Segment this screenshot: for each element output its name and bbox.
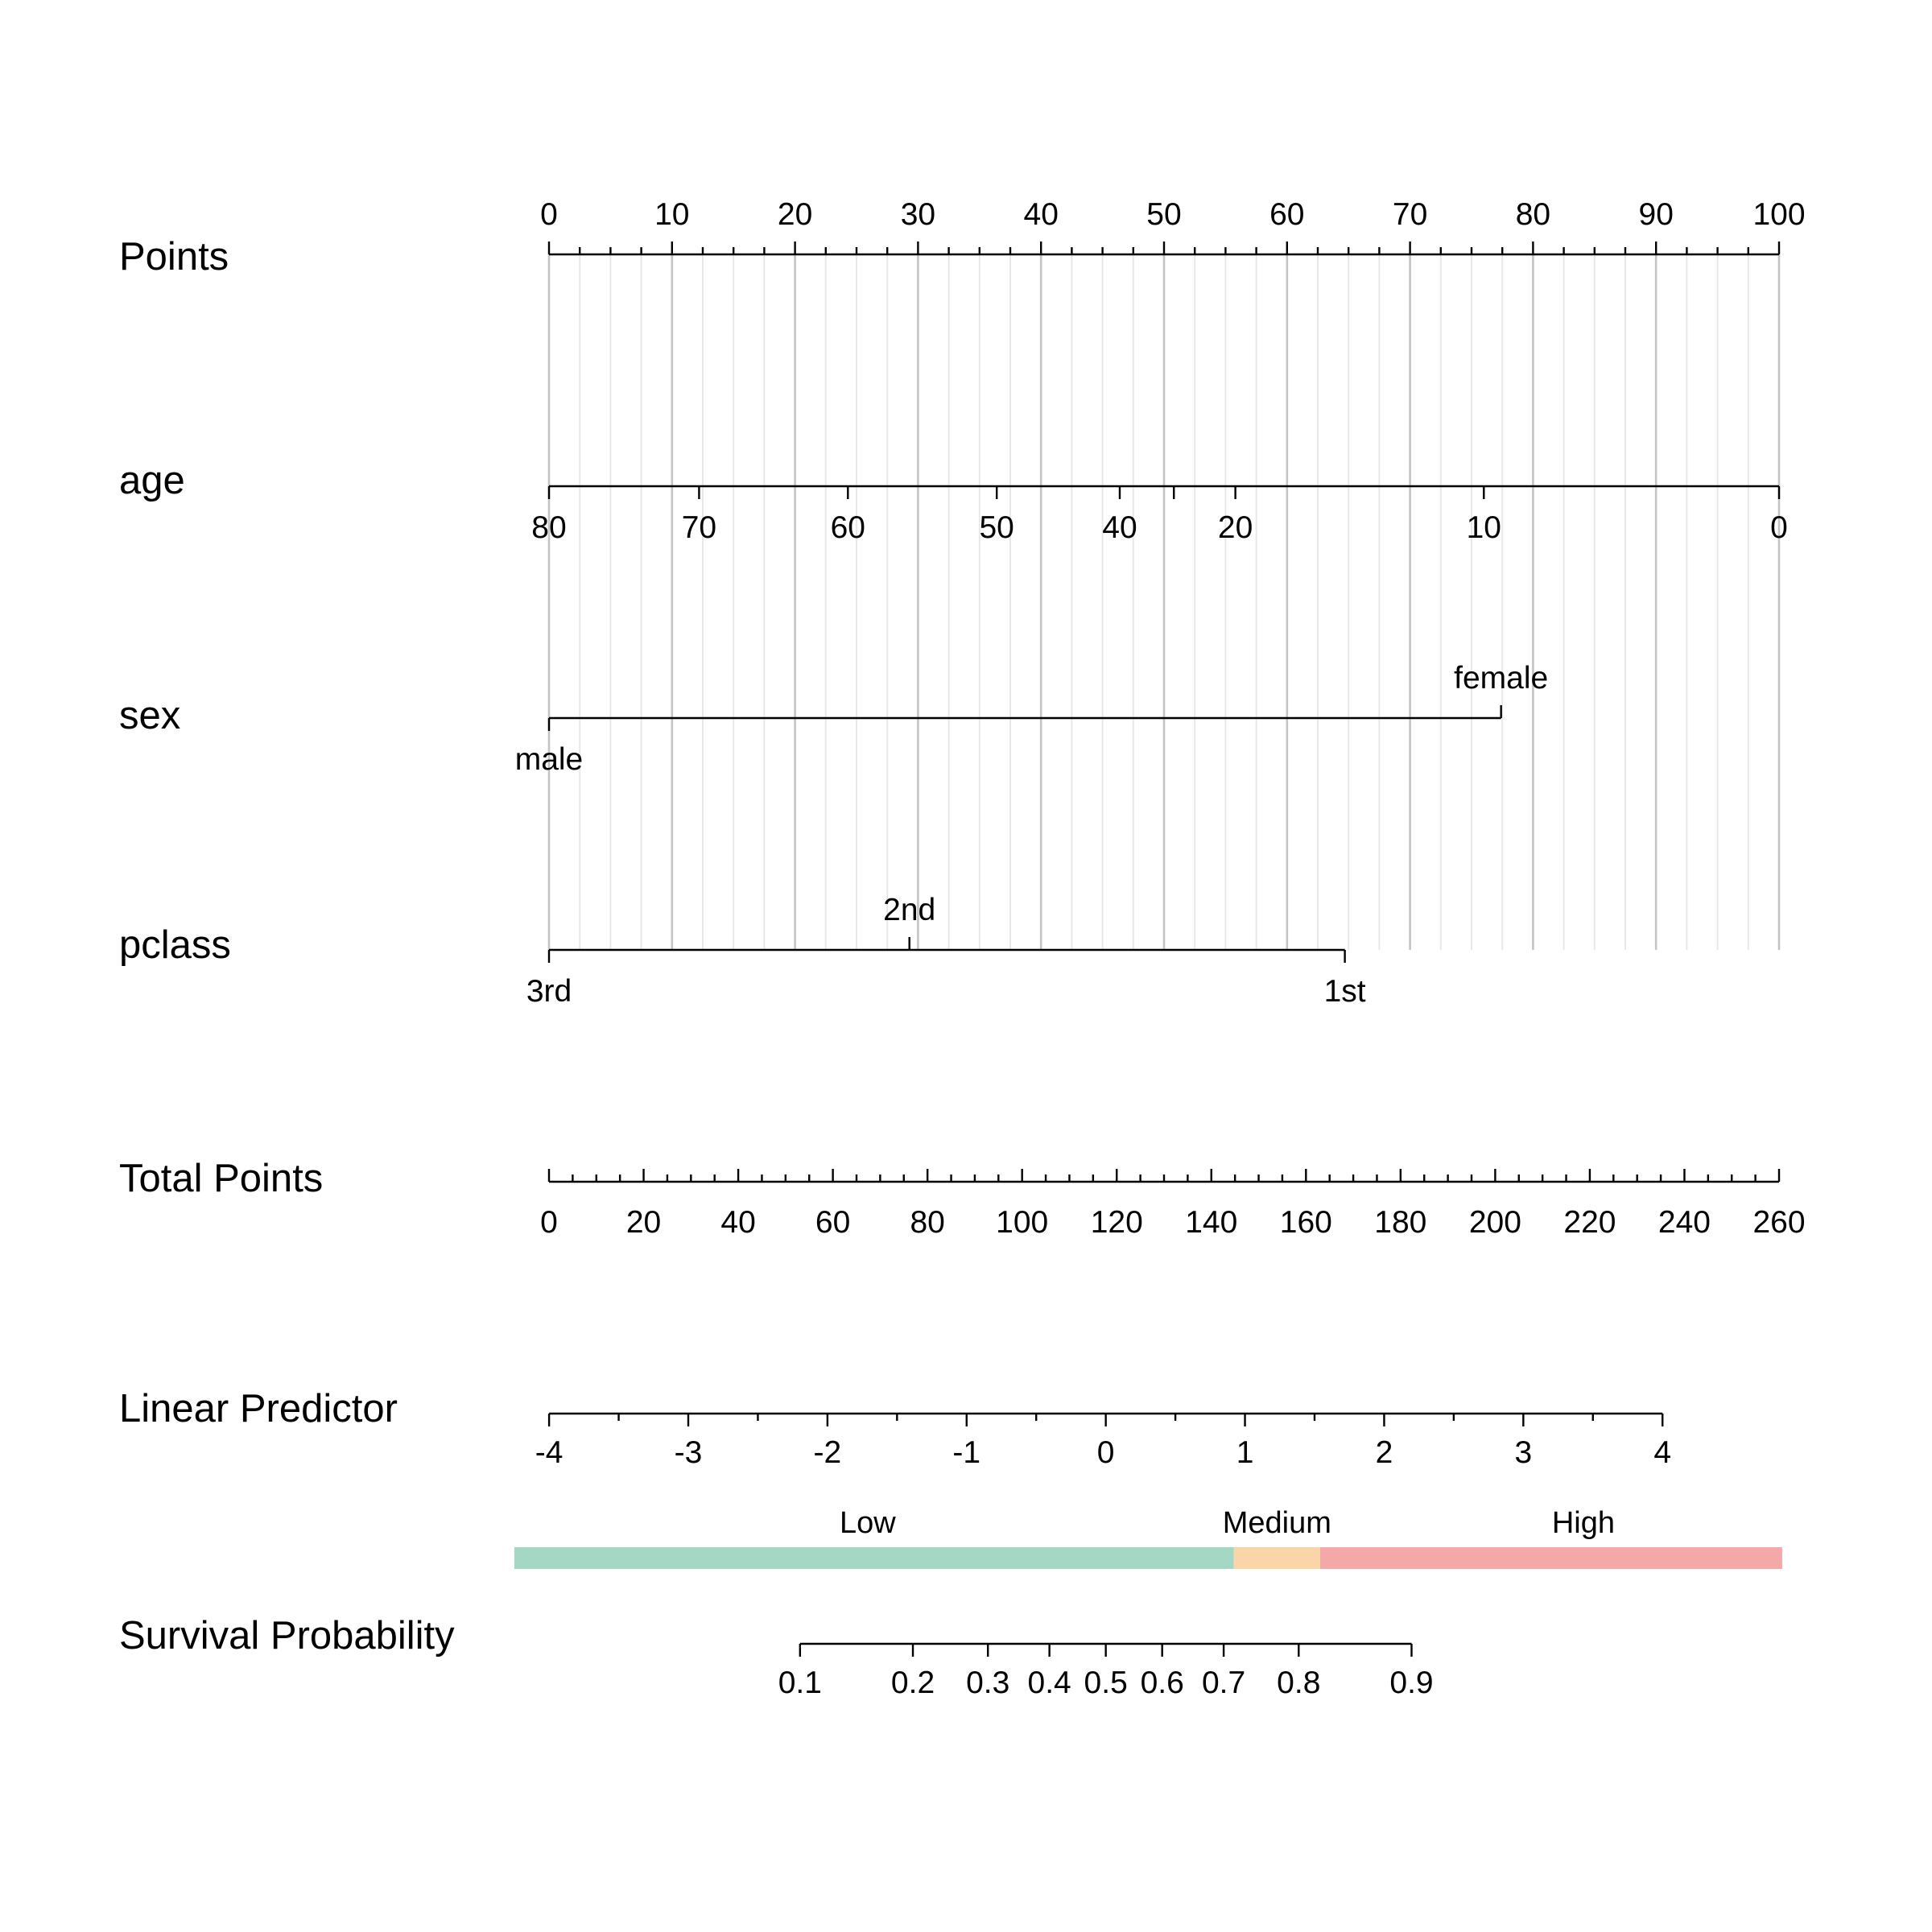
pclass-row-label: pclass [119, 923, 231, 967]
survival-probability-tick-label: 0.1 [778, 1666, 822, 1700]
total-points-tick-label: 240 [1657, 1205, 1711, 1240]
linear-predictor-tick-label: -3 [674, 1435, 703, 1470]
total-points-tick-label: 160 [1279, 1205, 1332, 1240]
age-level-label: 10 [1466, 510, 1501, 545]
linear-predictor-tick-label: 1 [1236, 1435, 1254, 1470]
linear-predictor-tick-label: 4 [1653, 1435, 1672, 1470]
linear-predictor-tick-label: 2 [1375, 1435, 1393, 1470]
survival-probability-tick-label: 0.7 [1201, 1666, 1246, 1700]
points-tick-label: 100 [1752, 197, 1806, 232]
points-tick-label: 30 [900, 197, 936, 232]
grid-lines [549, 254, 1779, 950]
points-tick-label: 20 [777, 197, 813, 232]
total-points-tick-label: 220 [1563, 1205, 1616, 1240]
linear-predictor-tick-label: 3 [1514, 1435, 1533, 1470]
survival-probability-tick-label: 0.3 [966, 1666, 1010, 1700]
linear-predictor-row-label: Linear Predictor [119, 1387, 398, 1430]
points-tick-label: 90 [1638, 197, 1674, 232]
linear-predictor-tick-label: -2 [813, 1435, 842, 1470]
linear-predictor-tick-label: 0 [1096, 1435, 1115, 1470]
total-points-tick-label: 60 [815, 1205, 851, 1240]
total-points-tick-label: 120 [1090, 1205, 1143, 1240]
sex-level-label: female [1454, 661, 1549, 696]
pclass-level-label: 3rd [526, 974, 572, 1009]
risk-band-label-low: Low [839, 1506, 896, 1540]
points-row-label: Points [119, 235, 229, 279]
total-points-tick-label: 140 [1185, 1205, 1238, 1240]
pclass-level-label: 1st [1323, 974, 1366, 1009]
age-level-label: 0 [1770, 510, 1788, 545]
sex-level-label: male [514, 742, 584, 777]
linear-predictor-tick-label: -1 [952, 1435, 981, 1470]
points-tick-label: 70 [1392, 197, 1428, 232]
risk-band-medium [1234, 1547, 1320, 1569]
total-points-tick-label: 260 [1752, 1205, 1806, 1240]
points-tick-label: 0 [540, 197, 558, 232]
points-tick-label: 60 [1269, 197, 1305, 232]
total-points-tick-label: 40 [720, 1205, 756, 1240]
risk-band-high [1320, 1547, 1782, 1569]
total-points-tick-label: 80 [910, 1205, 945, 1240]
total-points-tick-label: 0 [540, 1205, 558, 1240]
total-points-tick-label: 180 [1374, 1205, 1427, 1240]
total-points-row-label: Total Points [119, 1157, 324, 1200]
age-row-label: age [119, 459, 185, 502]
survival-probability-tick-label: 0.4 [1027, 1666, 1071, 1700]
total-points-tick-label: 20 [625, 1205, 662, 1240]
survival-probability-row-label: Survival Probability [119, 1614, 455, 1657]
survival-probability-tick-label: 0.5 [1084, 1666, 1128, 1700]
age-level-label: 50 [979, 510, 1014, 545]
risk-band-label-medium: Medium [1222, 1506, 1331, 1540]
age-level-label: 80 [531, 510, 567, 545]
linear-predictor-tick-label: -4 [535, 1435, 564, 1470]
sex-row-label: sex [119, 694, 181, 737]
survival-probability-tick-label: 0.6 [1140, 1666, 1184, 1700]
pclass-level-label: 2nd [883, 893, 936, 927]
age-level-label: 70 [681, 510, 717, 545]
points-tick-label: 40 [1023, 197, 1059, 232]
age-level-label: 40 [1102, 510, 1137, 545]
points-tick-label: 50 [1146, 197, 1182, 232]
age-level-label: 20 [1217, 510, 1253, 545]
survival-probability-tick-label: 0.9 [1389, 1666, 1434, 1700]
survival-probability-tick-label: 0.2 [890, 1666, 935, 1700]
age-level-label: 60 [830, 510, 865, 545]
total-points-tick-label: 200 [1468, 1205, 1521, 1240]
axes [514, 197, 1806, 1700]
risk-band-label-high: High [1551, 1506, 1615, 1540]
total-points-tick-label: 100 [996, 1205, 1049, 1240]
risk-band-low [514, 1547, 1234, 1569]
points-tick-label: 80 [1515, 197, 1551, 232]
survival-probability-tick-label: 0.8 [1277, 1666, 1321, 1700]
points-tick-label: 10 [654, 197, 690, 232]
